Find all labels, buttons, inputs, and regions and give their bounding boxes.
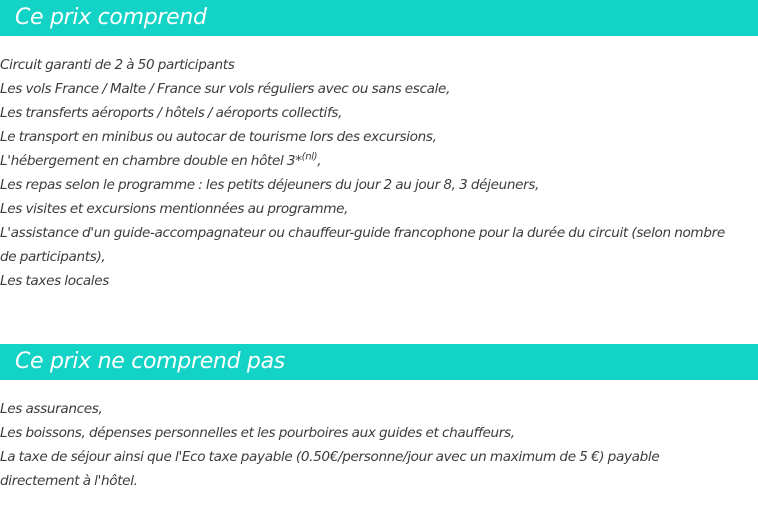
list-item: Le transport en minibus ou autocar de tourisme lors des excursions, — [0, 129, 437, 145]
excluded-section-title: Ce prix ne comprend pas — [0, 344, 758, 380]
list-item: Les boissons, dépenses personnelles et les pourboires aux guides et chauffeurs, — [0, 425, 515, 441]
hotel-rating-note: (nl) — [301, 151, 318, 163]
list-item: Les repas selon le programme : les petits déjeuners du jour 2 au jour 8, 3 déjeuners, — [0, 177, 540, 193]
included-list — [0, 53, 740, 293]
hotel-suffix: , — [317, 153, 322, 169]
list-item: Les visites et excursions mentionnées au programme, — [0, 201, 349, 217]
list-item: La taxe de séjour ainsi que l'Eco taxe payable (0.50€/personne/jour avec un maximum de 5 €) payable directement à l'hôtel. — [0, 449, 660, 489]
excluded-list — [0, 397, 740, 493]
list-item-hotel — [0, 149, 740, 173]
list-item: Les vols France / Malte / France sur vols réguliers avec ou sans escale, — [0, 81, 451, 97]
included-section-title: Ce prix comprend — [0, 0, 758, 36]
list-item: Les assurances, — [0, 401, 103, 417]
list-item: L'assistance d'un guide-accompagnateur ou chauffeur-guide francophone pour la durée du circuit (selon nombre de participants), — [0, 225, 725, 265]
hotel-text: L'hébergement en chambre double en hôtel 3* — [0, 153, 302, 169]
list-item: Circuit garanti de 2 à 50 participants — [0, 57, 235, 73]
list-item: Les taxes locales — [0, 273, 109, 289]
list-item: Les transferts aéroports / hôtels / aéroports collectifs, — [0, 105, 343, 121]
